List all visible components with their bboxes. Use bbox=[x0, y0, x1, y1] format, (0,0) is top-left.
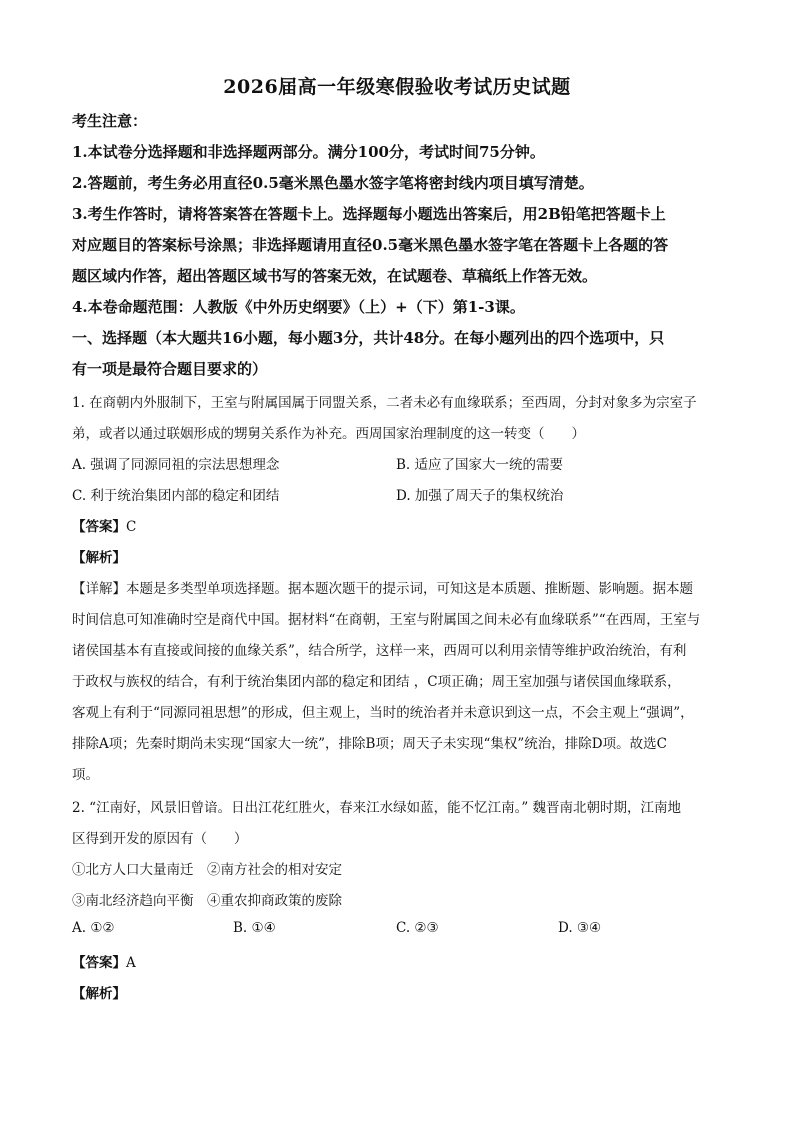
q1-detail-line-7: 项。 bbox=[72, 767, 99, 783]
notice-line-3: 3.考生作答时，请将答案答在答题卡上。选择题每小题选出答案后，用2B铅笔把答题卡上 bbox=[72, 205, 666, 223]
q2-answer-value: A bbox=[126, 955, 136, 971]
notice-line-5: 题区域内作答，超出答题区域书写的答案无效，在试题卷、草稿纸上作答无效。 bbox=[72, 267, 598, 285]
section-heading-line-1: 一、选择题（本大题共16小题，每小题3分，共计48分。在每小题列出的四个选项中，只 bbox=[72, 329, 665, 347]
q1-stem-line-2: 弟，或者以通过联姻形成的甥舅关系作为补充。西周国家治理制度的这一转变（ ） bbox=[72, 426, 585, 442]
q1-answer bbox=[72, 515, 136, 535]
q1-detail-line-6: 排除A项；先秦时期尚未实现“国家大一统”，排除B项；周天子未实现“集权”统治，排除D项。故选C bbox=[72, 736, 667, 752]
q1-answer-value: C bbox=[126, 519, 137, 535]
q2-option-d: D. ③④ bbox=[558, 920, 602, 936]
q2-analysis-tag: 【解析】 bbox=[72, 986, 126, 1002]
q1-option-c: C. 利于统治集团内部的稳定和团结 bbox=[72, 488, 280, 504]
q2-item-line-2: ③南北经济趋向平衡 ④重农抑商政策的废除 bbox=[72, 893, 342, 909]
q1-detail-line-5: 客观上有利于“同源同祖思想”的形成，但主观上，当时的统治者并未意识到这一点，不会主观上“强调”， bbox=[72, 705, 694, 721]
section-heading-line-2: 有一项是最符合题目要求的） bbox=[72, 360, 268, 378]
q2-item-line-1: ①北方人口大量南迁 ②南方社会的相对安定 bbox=[72, 862, 342, 878]
q1-option-d: D. 加强了周天子的集权统治 bbox=[396, 488, 564, 504]
q2-option-c: C. ②③ bbox=[396, 920, 439, 936]
q2-answer-tag: 【答案】 bbox=[72, 955, 126, 971]
notice-line-1: 1.本试卷分选择题和非选择题两部分。满分100分，考试时间75分钟。 bbox=[72, 143, 545, 161]
q2-option-b: B. ①④ bbox=[233, 920, 276, 936]
q2-stem-line-1: 2. “江南好，风景旧曾谙。日出江花红胜火，春来江水绿如蓝，能不忆江南。” 魏晋南北朝时期，江南地 bbox=[72, 800, 682, 816]
notice-line-6: 4.本卷命题范围：人教版《中外历史纲要》（上）+（下）第1-3课。 bbox=[72, 298, 525, 316]
notice-heading: 考生注意： bbox=[72, 112, 148, 130]
q1-detail-line-2: 时间信息可知准确时空是商代中国。据材料“在商朝，王室与附属国之间未必有血缘联系”“在西周，王室与 bbox=[72, 612, 701, 628]
notice-line-2: 2.答题前，考生务必用直径0.5毫米黑色墨水签字笔将密封线内项目填写清楚。 bbox=[72, 174, 594, 192]
q1-detail-line-3: 诸侯国基本有直接或间接的血缘关系”，结合所学，这样一来，西周可以利用亲情等维护政治统治，有利 bbox=[72, 643, 687, 659]
q1-analysis-tag: 【解析】 bbox=[72, 550, 126, 566]
page-title: 2026届高一年级寒假验收考试历史试题 bbox=[223, 76, 571, 98]
q2-stem-line-2: 区得到开发的原因有（ ） bbox=[72, 831, 248, 847]
q2-answer bbox=[72, 951, 136, 971]
q1-answer-tag: 【答案】 bbox=[72, 519, 126, 535]
q2-option-a: A. ①② bbox=[72, 920, 115, 936]
q1-option-b: B. 适应了国家大一统的需要 bbox=[396, 457, 564, 473]
q1-detail-line-1: 【详解】本题是多类型单项选择题。据本题次题干的提示词，可知这是本质题、推断题、影响题。据本题 bbox=[72, 581, 693, 597]
q1-detail-line-4: 于政权与族权的结合，有利于统治集团内部的稳定和团结 ，C项正确；周王室加强与诸侯国血缘联系， bbox=[72, 674, 681, 690]
notice-line-4: 对应题目的答案标号涂黑；非选择题请用直径0.5毫米黑色墨水签字笔在答题卡上各题的答 bbox=[72, 236, 669, 254]
q1-option-a: A. 强调了同源同祖的宗法思想理念 bbox=[72, 457, 280, 473]
q1-stem-line-1: 1. 在商朝内外服制下，王室与附属国属于同盟关系，二者未必有血缘联系；至西周，分封对象多为宗室子 bbox=[72, 395, 697, 411]
